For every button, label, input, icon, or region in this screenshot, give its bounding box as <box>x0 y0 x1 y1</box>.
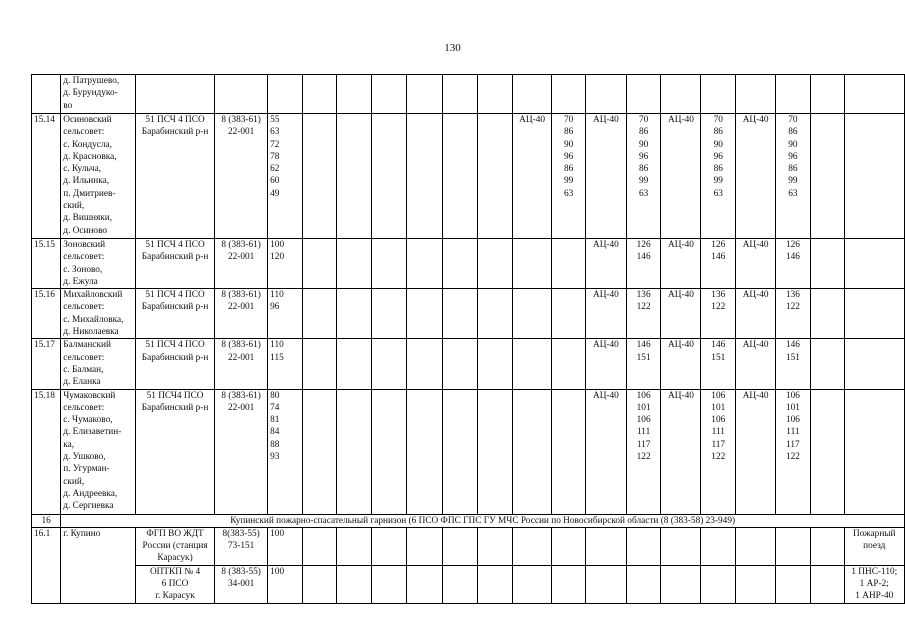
table-row <box>32 114 905 239</box>
row-number: 15.18 <box>32 389 61 514</box>
arrival-time-cell: 106 101 106 111 117 122 <box>626 389 661 514</box>
arrival-time-cell: 146 151 <box>701 339 736 389</box>
unit-cell: 51 ПСЧ4 ПСО Барабинский р-н <box>135 389 214 514</box>
table-row <box>32 289 905 339</box>
arrival-time-cell: 146 151 <box>776 339 811 389</box>
unit-cell: ОПТКП № 4 6 ПСО г. Карасук <box>135 565 214 603</box>
arrival-time-cell: 126 146 <box>626 239 661 289</box>
arrival-time-cell: 136 122 <box>626 289 661 339</box>
arrival-time-cell: 106 101 106 111 117 122 <box>701 389 736 514</box>
distance-cell: 110 96 <box>268 289 303 339</box>
unit-cell: 51 ПСЧ 4 ПСО Барабинский р-н <box>135 289 214 339</box>
vehicle-type-cell: АЦ-40 <box>585 339 626 389</box>
arrival-time-cell: 70 86 90 96 86 99 63 <box>701 114 736 239</box>
phone-cell: 8 (383-61) 22-001 <box>215 289 268 339</box>
table-row <box>32 527 905 565</box>
vehicle-type-cell: АЦ-40 <box>585 239 626 289</box>
vehicle-type-cell: АЦ-40 <box>661 114 701 239</box>
unit-cell: 51 ПСЧ 4 ПСО Барабинский р-н <box>135 114 214 239</box>
vehicle-type-cell: АЦ-40 <box>585 289 626 339</box>
note-cell: Пожарный поезд <box>844 527 904 565</box>
phone-cell: 8 (383-55) 34-001 <box>215 565 268 603</box>
phone-cell: 8(383-55) 73-151 <box>215 527 268 565</box>
arrival-time-cell: 146 151 <box>626 339 661 389</box>
distance-cell: 80 74 81 84 88 93 <box>268 389 303 514</box>
distance-cell: 100 120 <box>268 239 303 289</box>
section-number: 16 <box>32 514 61 527</box>
unit-cell: ФГП ВО ЖДТ России (станция Карасук) <box>135 527 214 565</box>
row-number: 15.14 <box>32 114 61 239</box>
vehicle-type-cell: АЦ-40 <box>661 239 701 289</box>
vehicle-type-cell: АЦ-40 <box>513 114 552 239</box>
settlements-cell: Зоновский сельсовет: с. Зоново, д. Ежула <box>61 239 136 289</box>
section-title: Купинский пожарно-спасательный гарнизон (6 ПСО ФПС ГПС ГУ МЧС России по Новосибирской области (8 (383-58) 23-949) <box>61 514 905 527</box>
table-row <box>32 75 905 114</box>
row-number: 15.16 <box>32 289 61 339</box>
vehicle-type-cell: АЦ-40 <box>585 114 626 239</box>
arrival-time-cell: 70 86 90 96 86 99 63 <box>776 114 811 239</box>
distance-cell: 100 <box>268 565 303 603</box>
vehicle-type-cell: АЦ-40 <box>661 289 701 339</box>
arrival-time-cell: 70 86 90 96 86 99 63 <box>626 114 661 239</box>
vehicle-type-cell: АЦ-40 <box>736 239 776 289</box>
vehicle-type-cell: АЦ-40 <box>585 389 626 514</box>
phone-cell: 8 (383-61) 22-001 <box>215 239 268 289</box>
settlements-cell: Балманский сельсовет: с. Балман, д. Еланка <box>61 339 136 389</box>
vehicle-type-cell: АЦ-40 <box>736 114 776 239</box>
phone-cell: 8 (383-61) 22-001 <box>215 389 268 514</box>
table-row <box>32 565 905 603</box>
vehicle-type-cell: АЦ-40 <box>661 339 701 389</box>
arrival-time-cell: 136 122 <box>776 289 811 339</box>
distance-cell: 110 115 <box>268 339 303 389</box>
table-row <box>32 389 905 514</box>
vehicle-type-cell: АЦ-40 <box>736 339 776 389</box>
settlements-cell: Осиновский сельсовет: с. Кондусла, д. Красновка, с. Кульча, д. Ильинка, п. Дмитриев- ский, д. Вишняки, д. Осиново <box>61 114 136 239</box>
settlements-cell: Чумаковский сельсовет: с. Чумаково, д. Елизаветин- ка, д. Ушково, п. Угурман- ский, д. Андреевка, д. Сергиевка <box>61 389 136 514</box>
page-number: 130 <box>444 42 461 54</box>
section-row <box>32 514 905 527</box>
vehicle-type-cell: АЦ-40 <box>661 389 701 514</box>
arrival-time-cell: 136 122 <box>701 289 736 339</box>
unit-cell: 51 ПСЧ 4 ПСО Барабинский р-н <box>135 239 214 289</box>
vehicle-type-cell: АЦ-40 <box>736 289 776 339</box>
settlements-cell: д. Патрушево, д. Бурундуко- во <box>61 75 136 114</box>
phone-cell: 8 (383-61) 22-001 <box>215 339 268 389</box>
arrival-time-cell: 106 101 106 111 117 122 <box>776 389 811 514</box>
row-number: 15.17 <box>32 339 61 389</box>
table-row <box>32 339 905 389</box>
row-number: 16.1 <box>32 527 61 603</box>
arrival-time-cell: 126 146 <box>701 239 736 289</box>
arrival-time-cell: 70 86 90 96 86 99 63 <box>552 114 586 239</box>
distance-cell: 55 63 72 78 62 60 49 <box>268 114 303 239</box>
vehicle-type-cell: АЦ-40 <box>736 389 776 514</box>
note-cell: 1 ПНС-110; 1 АР-2; 1 АНР-40 <box>844 565 904 603</box>
fire-departure-table <box>31 74 905 604</box>
settlements-cell: Михайловский сельсовет: с. Михайловка, д. Николаевка <box>61 289 136 339</box>
arrival-time-cell: 126 146 <box>776 239 811 289</box>
table-row <box>32 239 905 289</box>
row-number: 15.15 <box>32 239 61 289</box>
phone-cell: 8 (383-61) 22-001 <box>215 114 268 239</box>
distance-cell: 100 <box>268 527 303 565</box>
settlements-cell: г. Купино <box>61 527 136 603</box>
unit-cell: 51 ПСЧ 4 ПСО Барабинский р-н <box>135 339 214 389</box>
